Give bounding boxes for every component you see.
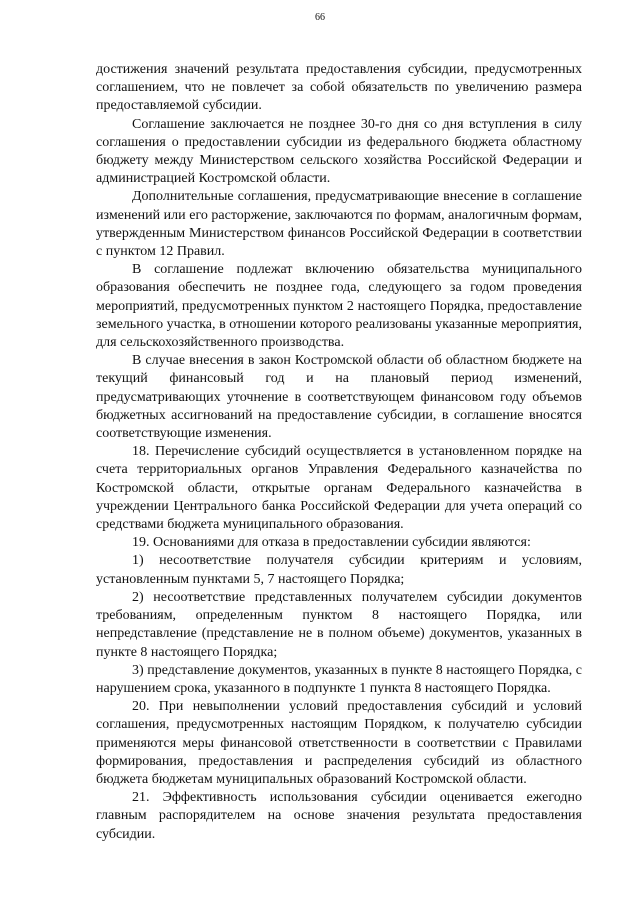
paragraph-agreement-deadline: Соглашение заключается не позднее 30-го дня со дня вступления в силу соглашения о предоставлении субсидии из федерального бюджета областному бюджету между Министерством сельского хозяйства Российской Федерации и администрацией Костромской области. [96, 116, 582, 187]
paragraph-item-18: 18. Перечисление субсидий осуществляется в установленном порядке на счета территориальных органов Управления Федерального казначейства по Костромской области, открытые органам Федерального казначейства в учреждении Центрального банка Российской Федерации для учета операций со средствами бюджета муниципального образования. [96, 444, 582, 533]
paragraph-budget-changes: В случае внесения в закон Костромской области об областном бюджете на текущий финансовый год и на плановый период изменений, предусматривающих уточнение в соответствующем финансовом году объемов бюджетных ассигнований на предоставление субсидии, в соглашение вносятся соответствующие изменения. [96, 353, 582, 442]
paragraph-item-19-2: 2) несоответствие представленных получателем субсидии документов требованиям, определенным пунктом 8 настоящего Порядка, или непредставление (представление не в полном объеме) документов, указанных в пункте 8 настоящего Порядка; [96, 589, 582, 660]
paragraph-item-19: 19. Основаниями для отказа в предоставлении субсидии являются: [132, 535, 531, 551]
paragraph-item-19-3: 3) представление документов, указанных в пункте 8 настоящего Порядка, с нарушением срока, указанного в подпункте 1 пункта 8 настоящего Порядка. [96, 662, 582, 696]
document-body [96, 61, 582, 844]
page-number: 66 [315, 12, 325, 23]
paragraph-item-20: 20. При невыполнении условий предоставления субсидий и условий соглашения, предусмотренных настоящим Порядком, к получателю субсидии применяются меры финансовой ответственности в соответствии с Правилами формирования, предоставления и распределения субсидий из областного бюджета бюджетам муниципальных образований Костромской области. [96, 699, 582, 787]
paragraph-obligations: В соглашение подлежат включению обязательства муниципального образования обеспечить не позднее года, следующего за годом проведения мероприятий, предусмотренных пунктом 2 настоящего Порядка, предоставление земельного участка, в отношении которого реализованы указанные мероприятия, для сельскохозяйственного производства. [96, 262, 582, 351]
paragraph-additional-agreements: Дополнительные соглашения, предусматривающие внесение в соглашение изменений или его расторжение, заключаются по формам, аналогичным формам, утвержденным Министерством финансов Российской Федерации в соответствии с пунктом 12 Правил. [96, 189, 582, 260]
paragraph-continuation: достижения значений результата предоставления субсидии, предусмотренных соглашением, что не повлечет за собой обязательств по увеличению размера предоставляемой субсидии. [96, 62, 582, 114]
paragraph-item-19-1: 1) несоответствие получателя субсидии критериям и условиям, установленным пунктами 5, 7 настоящего Порядка; [96, 553, 582, 587]
paragraph-item-21: 21. Эффективность использования субсидии оценивается ежегодно главным распорядителем на основе значения результата предоставления субсидии. [96, 790, 582, 842]
